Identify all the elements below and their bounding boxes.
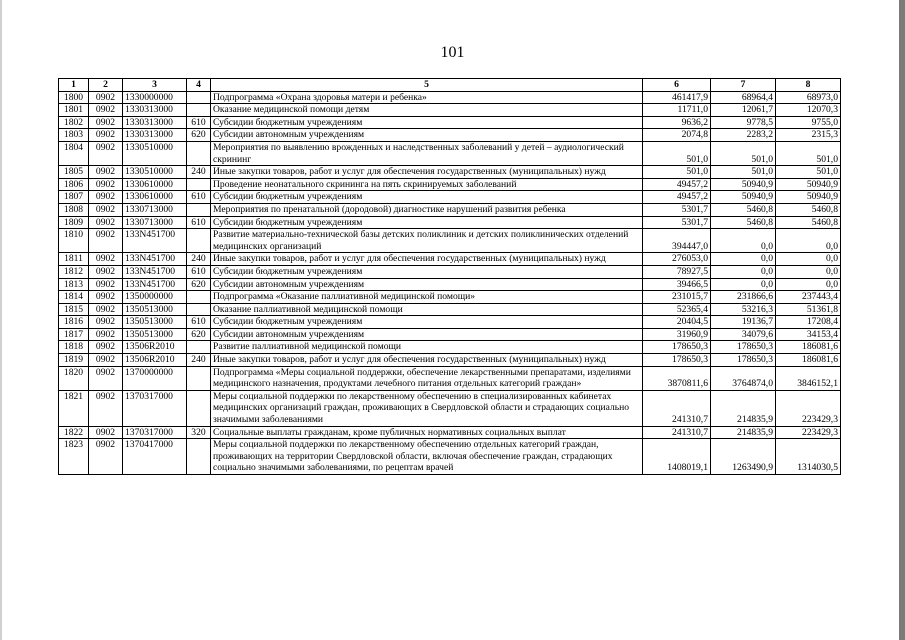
table-row	[59, 265, 841, 278]
expense-type-code	[187, 104, 211, 117]
expense-type-code: 610	[187, 216, 211, 229]
row-number: 1818	[59, 341, 89, 354]
column-header: 1	[59, 79, 89, 92]
item-name: Субсидии автономным учреждениям	[211, 129, 643, 142]
amount-year-2: 178650,3	[711, 341, 776, 354]
amount-year-1: 5301,7	[643, 203, 711, 216]
expense-type-code: 620	[187, 129, 211, 142]
table-row	[59, 203, 841, 216]
expense-type-code	[187, 178, 211, 191]
item-name: Развитие паллиативной медицинской помощи	[211, 341, 643, 354]
item-name: Мероприятия по выявлению врожденных и наследственных заболеваний у детей – аудиологический скрининг	[211, 141, 643, 165]
row-number: 1807	[59, 191, 89, 204]
amount-year-1: 501,0	[643, 166, 711, 179]
amount-year-2: 0,0	[711, 253, 776, 266]
item-name: Субсидии автономным учреждениям	[211, 328, 643, 341]
table-row	[59, 390, 841, 426]
amount-year-1: 501,0	[643, 141, 711, 165]
table-row	[59, 316, 841, 329]
expense-type-code	[187, 439, 211, 475]
amount-year-1: 39466,5	[643, 278, 711, 291]
item-name: Иные закупки товаров, работ и услуг для обеспечения государственных (муниципальных) нужд	[211, 166, 643, 179]
target-article-code: 1370000000	[123, 366, 187, 390]
row-number: 1800	[59, 91, 89, 104]
amount-year-2: 0,0	[711, 229, 776, 253]
section-code: 0902	[89, 203, 123, 216]
table-row	[59, 426, 841, 439]
table-row	[59, 216, 841, 229]
target-article-code: 1330610000	[123, 178, 187, 191]
table-row	[59, 191, 841, 204]
amount-year-1: 49457,2	[643, 178, 711, 191]
amount-year-2: 2283,2	[711, 129, 776, 142]
amount-year-1: 241310,7	[643, 426, 711, 439]
amount-year-1: 276053,0	[643, 253, 711, 266]
target-article-code: 13506R2010	[123, 341, 187, 354]
section-code: 0902	[89, 166, 123, 179]
table-row	[59, 229, 841, 253]
amount-year-2: 5460,8	[711, 216, 776, 229]
expense-type-code	[187, 229, 211, 253]
table-row	[59, 91, 841, 104]
column-header: 5	[211, 79, 643, 92]
row-number: 1819	[59, 354, 89, 367]
amount-year-1: 11711,0	[643, 104, 711, 117]
amount-year-3: 237443,4	[776, 291, 841, 304]
target-article-code: 1330510000	[123, 141, 187, 165]
table-row	[59, 341, 841, 354]
amount-year-2: 214835,9	[711, 426, 776, 439]
target-article-code: 1330000000	[123, 91, 187, 104]
amount-year-1: 178650,3	[643, 354, 711, 367]
table-row	[59, 291, 841, 304]
expense-type-code: 620	[187, 328, 211, 341]
amount-year-2: 501,0	[711, 166, 776, 179]
amount-year-3: 501,0	[776, 141, 841, 165]
item-name: Подпрограмма «Оказание паллиативной медицинской помощи»	[211, 291, 643, 304]
target-article-code: 1350513000	[123, 303, 187, 316]
item-name: Оказание паллиативной медицинской помощи	[211, 303, 643, 316]
section-code: 0902	[89, 278, 123, 291]
row-number: 1814	[59, 291, 89, 304]
amount-year-1: 231015,7	[643, 291, 711, 304]
expense-type-code: 610	[187, 191, 211, 204]
section-code: 0902	[89, 141, 123, 165]
item-name: Меры социальной поддержки по лекарственному обеспечению в специализированных кабинетах медицинских организаций граждан, проживающих в Свердловской области и страдающих социально значимыми заболеваниями	[211, 390, 643, 426]
section-code: 0902	[89, 366, 123, 390]
section-code: 0902	[89, 229, 123, 253]
column-header: 2	[89, 79, 123, 92]
expense-type-code: 610	[187, 265, 211, 278]
amount-year-1: 5301,7	[643, 216, 711, 229]
target-article-code: 133N451700	[123, 265, 187, 278]
amount-year-1: 31960,9	[643, 328, 711, 341]
table-row	[59, 354, 841, 367]
amount-year-3: 186081,6	[776, 354, 841, 367]
amount-year-3: 3846152,1	[776, 366, 841, 390]
item-name: Субсидии бюджетным учреждениям	[211, 316, 643, 329]
item-name: Социальные выплаты гражданам, кроме публичных нормативных социальных выплат	[211, 426, 643, 439]
section-code: 0902	[89, 129, 123, 142]
expense-type-code	[187, 141, 211, 165]
target-article-code: 133N451700	[123, 253, 187, 266]
target-article-code: 1370317000	[123, 390, 187, 426]
table-row	[59, 439, 841, 475]
amount-year-3: 0,0	[776, 229, 841, 253]
target-article-code: 1350000000	[123, 291, 187, 304]
amount-year-3: 51361,8	[776, 303, 841, 316]
expense-type-code: 610	[187, 116, 211, 129]
target-article-code: 1350513000	[123, 328, 187, 341]
row-number: 1809	[59, 216, 89, 229]
amount-year-2: 9778,5	[711, 116, 776, 129]
amount-year-1: 241310,7	[643, 390, 711, 426]
amount-year-3: 5460,8	[776, 216, 841, 229]
amount-year-3: 2315,3	[776, 129, 841, 142]
target-article-code: 1330313000	[123, 116, 187, 129]
target-article-code: 1330610000	[123, 191, 187, 204]
amount-year-1: 3870811,6	[643, 366, 711, 390]
amount-year-2: 231866,6	[711, 291, 776, 304]
amount-year-1: 20404,5	[643, 316, 711, 329]
amount-year-3: 223429,3	[776, 390, 841, 426]
expense-type-code	[187, 390, 211, 426]
item-name: Субсидии автономным учреждениям	[211, 278, 643, 291]
expense-type-code	[187, 341, 211, 354]
amount-year-1: 394447,0	[643, 229, 711, 253]
row-number: 1817	[59, 328, 89, 341]
target-article-code: 133N451700	[123, 229, 187, 253]
row-number: 1821	[59, 390, 89, 426]
row-number: 1815	[59, 303, 89, 316]
row-number: 1816	[59, 316, 89, 329]
row-number: 1801	[59, 104, 89, 117]
expense-type-code	[187, 291, 211, 304]
section-code: 0902	[89, 439, 123, 475]
table-row	[59, 129, 841, 142]
table-body	[59, 91, 841, 474]
amount-year-2: 19136,7	[711, 316, 776, 329]
amount-year-2: 1263490,9	[711, 439, 776, 475]
target-article-code: 1330313000	[123, 129, 187, 142]
expense-type-code: 240	[187, 166, 211, 179]
column-header: 6	[643, 79, 711, 92]
amount-year-3: 0,0	[776, 265, 841, 278]
table-row	[59, 116, 841, 129]
section-code: 0902	[89, 316, 123, 329]
section-code: 0902	[89, 390, 123, 426]
section-code: 0902	[89, 426, 123, 439]
row-number: 1805	[59, 166, 89, 179]
row-number: 1812	[59, 265, 89, 278]
section-code: 0902	[89, 191, 123, 204]
target-article-code: 1330713000	[123, 216, 187, 229]
amount-year-1: 178650,3	[643, 341, 711, 354]
item-name: Субсидии бюджетным учреждениям	[211, 191, 643, 204]
expense-type-code	[187, 203, 211, 216]
section-code: 0902	[89, 116, 123, 129]
amount-year-3: 12070,3	[776, 104, 841, 117]
amount-year-2: 0,0	[711, 265, 776, 278]
budget-table	[58, 78, 841, 475]
target-article-code: 1350513000	[123, 316, 187, 329]
row-number: 1803	[59, 129, 89, 142]
amount-year-3: 0,0	[776, 253, 841, 266]
item-name: Иные закупки товаров, работ и услуг для обеспечения государственных (муниципальных) нужд	[211, 253, 643, 266]
column-header: 8	[776, 79, 841, 92]
table-row	[59, 278, 841, 291]
amount-year-3: 50940,9	[776, 178, 841, 191]
row-number: 1802	[59, 116, 89, 129]
row-number: 1813	[59, 278, 89, 291]
column-header: 4	[187, 79, 211, 92]
amount-year-2: 178650,3	[711, 354, 776, 367]
amount-year-2: 50940,9	[711, 191, 776, 204]
amount-year-3: 223429,3	[776, 426, 841, 439]
column-header: 3	[123, 79, 187, 92]
table-row	[59, 366, 841, 390]
amount-year-3: 501,0	[776, 166, 841, 179]
section-code: 0902	[89, 253, 123, 266]
table-row	[59, 178, 841, 191]
item-name: Субсидии бюджетным учреждениям	[211, 265, 643, 278]
row-number: 1810	[59, 229, 89, 253]
table-row	[59, 328, 841, 341]
amount-year-3: 68973,0	[776, 91, 841, 104]
amount-year-3: 50940,9	[776, 191, 841, 204]
target-article-code: 1330510000	[123, 166, 187, 179]
item-name: Подпрограмма «Охрана здоровья матери и ребенка»	[211, 91, 643, 104]
item-name: Подпрограмма «Меры социальной поддержки, обеспечение лекарственными препаратами, изделиями медицинского назначения, продуктами лечебного питания отдельных категорий граждан»	[211, 366, 643, 390]
target-article-code: 1370317000	[123, 426, 187, 439]
scan-edge-left	[0, 0, 2, 640]
amount-year-1: 1408019,1	[643, 439, 711, 475]
expense-type-code	[187, 303, 211, 316]
item-name: Субсидии бюджетным учреждениям	[211, 116, 643, 129]
expense-type-code	[187, 91, 211, 104]
table-row	[59, 253, 841, 266]
expense-type-code	[187, 366, 211, 390]
table-row	[59, 104, 841, 117]
amount-year-2: 0,0	[711, 278, 776, 291]
expense-type-code: 240	[187, 354, 211, 367]
item-name: Меры социальной поддержки по лекарственному обеспечению отдельных категорий граждан, проживающих на территории Свердловской области, включая обеспечение граждан, страдающих социально значимыми заболеваниями, по рецептам врачей	[211, 439, 643, 475]
amount-year-2: 501,0	[711, 141, 776, 165]
item-name: Субсидии бюджетным учреждениям	[211, 216, 643, 229]
amount-year-3: 186081,6	[776, 341, 841, 354]
amount-year-1: 52365,4	[643, 303, 711, 316]
section-code: 0902	[89, 303, 123, 316]
row-number: 1808	[59, 203, 89, 216]
amount-year-1: 9636,2	[643, 116, 711, 129]
row-number: 1822	[59, 426, 89, 439]
amount-year-3: 5460,8	[776, 203, 841, 216]
amount-year-3: 9755,0	[776, 116, 841, 129]
section-code: 0902	[89, 104, 123, 117]
item-name: Оказание медицинской помощи детям	[211, 104, 643, 117]
section-code: 0902	[89, 354, 123, 367]
item-name: Проведение неонатального скрининга на пять скринируемых заболеваний	[211, 178, 643, 191]
row-number: 1820	[59, 366, 89, 390]
expense-type-code: 620	[187, 278, 211, 291]
section-code: 0902	[89, 291, 123, 304]
row-number: 1823	[59, 439, 89, 475]
amount-year-2: 214835,9	[711, 390, 776, 426]
row-number: 1804	[59, 141, 89, 165]
table-row	[59, 166, 841, 179]
amount-year-2: 3764874,0	[711, 366, 776, 390]
scan-edge-right	[899, 0, 905, 640]
section-code: 0902	[89, 91, 123, 104]
amount-year-2: 5460,8	[711, 203, 776, 216]
expense-type-code: 320	[187, 426, 211, 439]
amount-year-2: 53216,3	[711, 303, 776, 316]
amount-year-3: 0,0	[776, 278, 841, 291]
item-name: Развитие материально-технической базы детских поликлиник и детских поликлинических отделений медицинских организаций	[211, 229, 643, 253]
target-article-code: 1330713000	[123, 203, 187, 216]
header-row	[59, 79, 841, 92]
row-number: 1811	[59, 253, 89, 266]
amount-year-1: 49457,2	[643, 191, 711, 204]
section-code: 0902	[89, 216, 123, 229]
amount-year-1: 2074,8	[643, 129, 711, 142]
column-header: 7	[711, 79, 776, 92]
amount-year-2: 68964,4	[711, 91, 776, 104]
expense-type-code: 610	[187, 316, 211, 329]
amount-year-1: 461417,9	[643, 91, 711, 104]
target-article-code: 1370417000	[123, 439, 187, 475]
item-name: Иные закупки товаров, работ и услуг для обеспечения государственных (муниципальных) нужд	[211, 354, 643, 367]
amount-year-2: 34079,6	[711, 328, 776, 341]
section-code: 0902	[89, 328, 123, 341]
item-name: Мероприятия по пренатальной (дородовой) диагностике нарушений развития ребенка	[211, 203, 643, 216]
amount-year-2: 50940,9	[711, 178, 776, 191]
page-number: 101	[440, 44, 465, 61]
section-code: 0902	[89, 341, 123, 354]
table-row	[59, 303, 841, 316]
target-article-code: 1330313000	[123, 104, 187, 117]
section-code: 0902	[89, 178, 123, 191]
amount-year-3: 34153,4	[776, 328, 841, 341]
amount-year-2: 12061,7	[711, 104, 776, 117]
table-row	[59, 141, 841, 165]
row-number: 1806	[59, 178, 89, 191]
expense-type-code: 240	[187, 253, 211, 266]
amount-year-3: 17208,4	[776, 316, 841, 329]
amount-year-1: 78927,5	[643, 265, 711, 278]
target-article-code: 133N451700	[123, 278, 187, 291]
section-code: 0902	[89, 265, 123, 278]
amount-year-3: 1314030,5	[776, 439, 841, 475]
target-article-code: 13506R2010	[123, 354, 187, 367]
